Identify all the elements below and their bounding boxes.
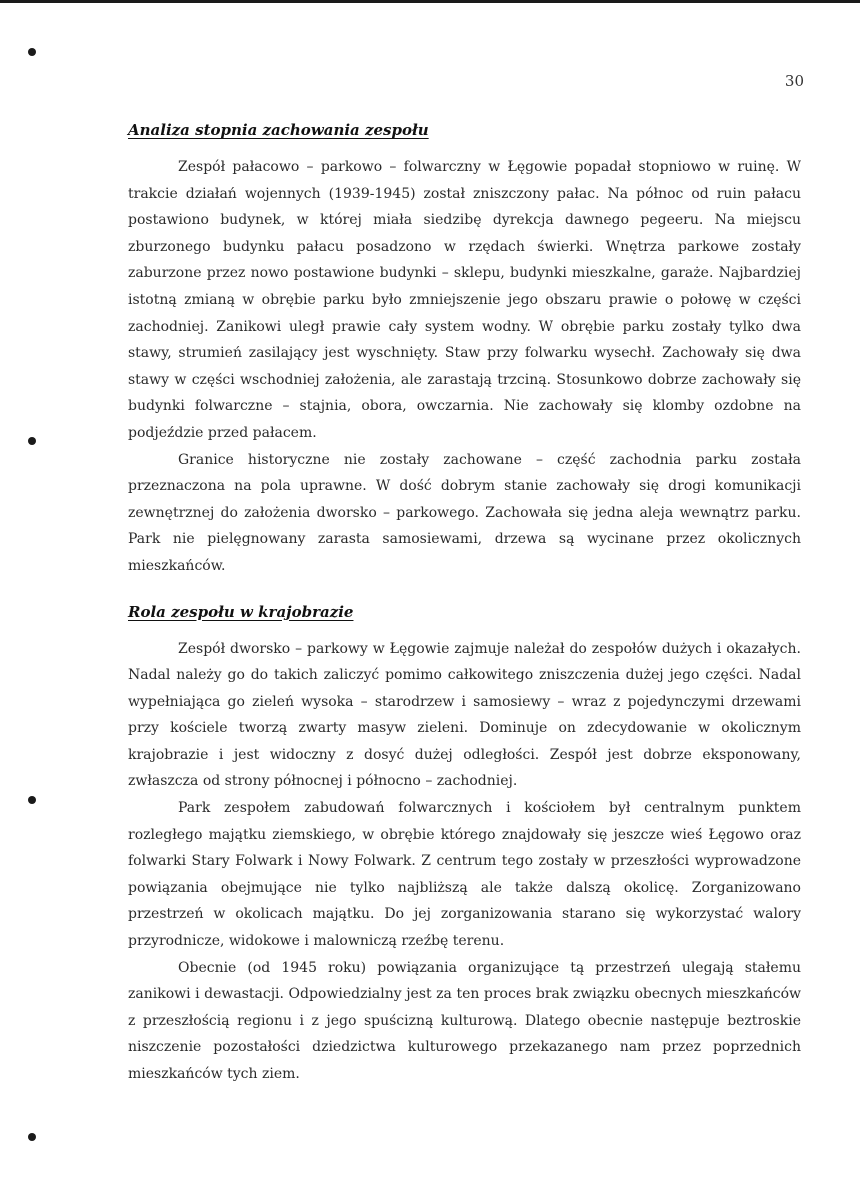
section-heading-analysis: Analiza stopnia zachowania zespołu [128, 121, 429, 139]
paragraph: Zespół pałacowo – parkowo – folwarczny w Łęgowie popadał stopniowo w ruinę. W trakcie działań wojennych (1939-1945) został zniszczony pałac. Na północ od ruin pałacu postawiono budynek, w której miała siedzibę dyrekcja dawnego pegeeru. Na miejscu zburzonego budynku pałacu posadzono w rzędach świerki. Wnętrza parkowe zostały zaburzone przez nowo postawione budynki – sklepu, budynki mieszkalne, garaże. Najbardziej istotną zmianą w obrębie parku było zmniejszenie jego obszaru prawie o połowę w części zachodniej. Zanikowi uległ prawie cały system wodny. W obrębie parku zostały tylko dwa stawy, strumień zasilający jest wyschnięty. Staw przy folwarku wysechł. Zachowały się dwa stawy w części wschodniej założenia, ale zarastają trzciną. Stosunkowo dobrze zachowały się budynki folwarczne – stajnia, obora, owczarnia. Nie zachowały się klomby ozdobne na podjeździe przed pałacem. [128, 159, 801, 441]
page-number: 30 [784, 72, 804, 90]
paragraph: Zespół dworsko – parkowy w Łęgowie zajmuje należał do zespołów dużych i okazałych. Nadal należy go do takich zaliczyć pomimo całkowitego zniszczenia dużej jego części. Nadal wypełniająca go zieleń wysoka – starodrzew i samosiewy – wraz z pojedynczymi drzewami przy kościele tworzą zwarty masyw zieleni. Dominuje on zdecydowanie w okolicznym krajobrazie i jest widoczny z dosyć dużej odległości. Zespół jest dobrze eksponowany, zwłaszcza od strony północnej i północno – zachodniej. [128, 640, 801, 790]
punch-hole-mark [28, 48, 36, 56]
punch-hole-mark [28, 796, 36, 804]
section-heading-landscape-role: Rola zespołu w krajobrazie [128, 602, 354, 621]
punch-hole-mark [28, 437, 36, 445]
page-top-border [0, 0, 860, 3]
paragraph: Park zespołem zabudowań folwarcznych i kościołem był centralnym punktem rozległego majątku ziemskiego, w obrębie którego znajdowały się jeszcze wieś Łęgowo oraz folwarki Stary Folwark i Nowy Folwark. Z centrum tego zostały w przeszłości wyprowadzone powiązania obejmujące nie tylko najbliższą ale także dalszą okolicę. Zorganizowano przestrzeń w okolicach majątku. Do jej zorganizowania starano się wykorzystać walory przyrodnicze, widokowe i malowniczą rzeźbę terenu. [128, 800, 801, 950]
document-body [128, 118, 801, 1088]
paragraph: Obecnie (od 1945 roku) powiązania organizujące tą przestrzeń ulegają stałemu zanikowi i dewastacji. Odpowiedzialny jest za ten proces brak związku obecnych mieszkańców z przeszłością regionu i z jego spuścizną kulturową. Dlatego obecnie następuje beztroskie niszczenie pozostałości dziedzictwa kulturowego przekazanego nam przez poprzednich mieszkańców tych ziem. [128, 959, 801, 1082]
paragraph: Granice historyczne nie zostały zachowane – część zachodnia parku została przeznaczona na pola uprawne. W dość dobrym stanie zachowały się drogi komunikacji zewnętrznej do założenia dworsko – parkowego. Zachowała się jedna aleja wewnątrz parku. Park nie pielęgnowany zarasta samosiewami, drzewa są wycinane przez okolicznych mieszkańców. [128, 451, 801, 574]
punch-hole-mark [28, 1133, 36, 1141]
